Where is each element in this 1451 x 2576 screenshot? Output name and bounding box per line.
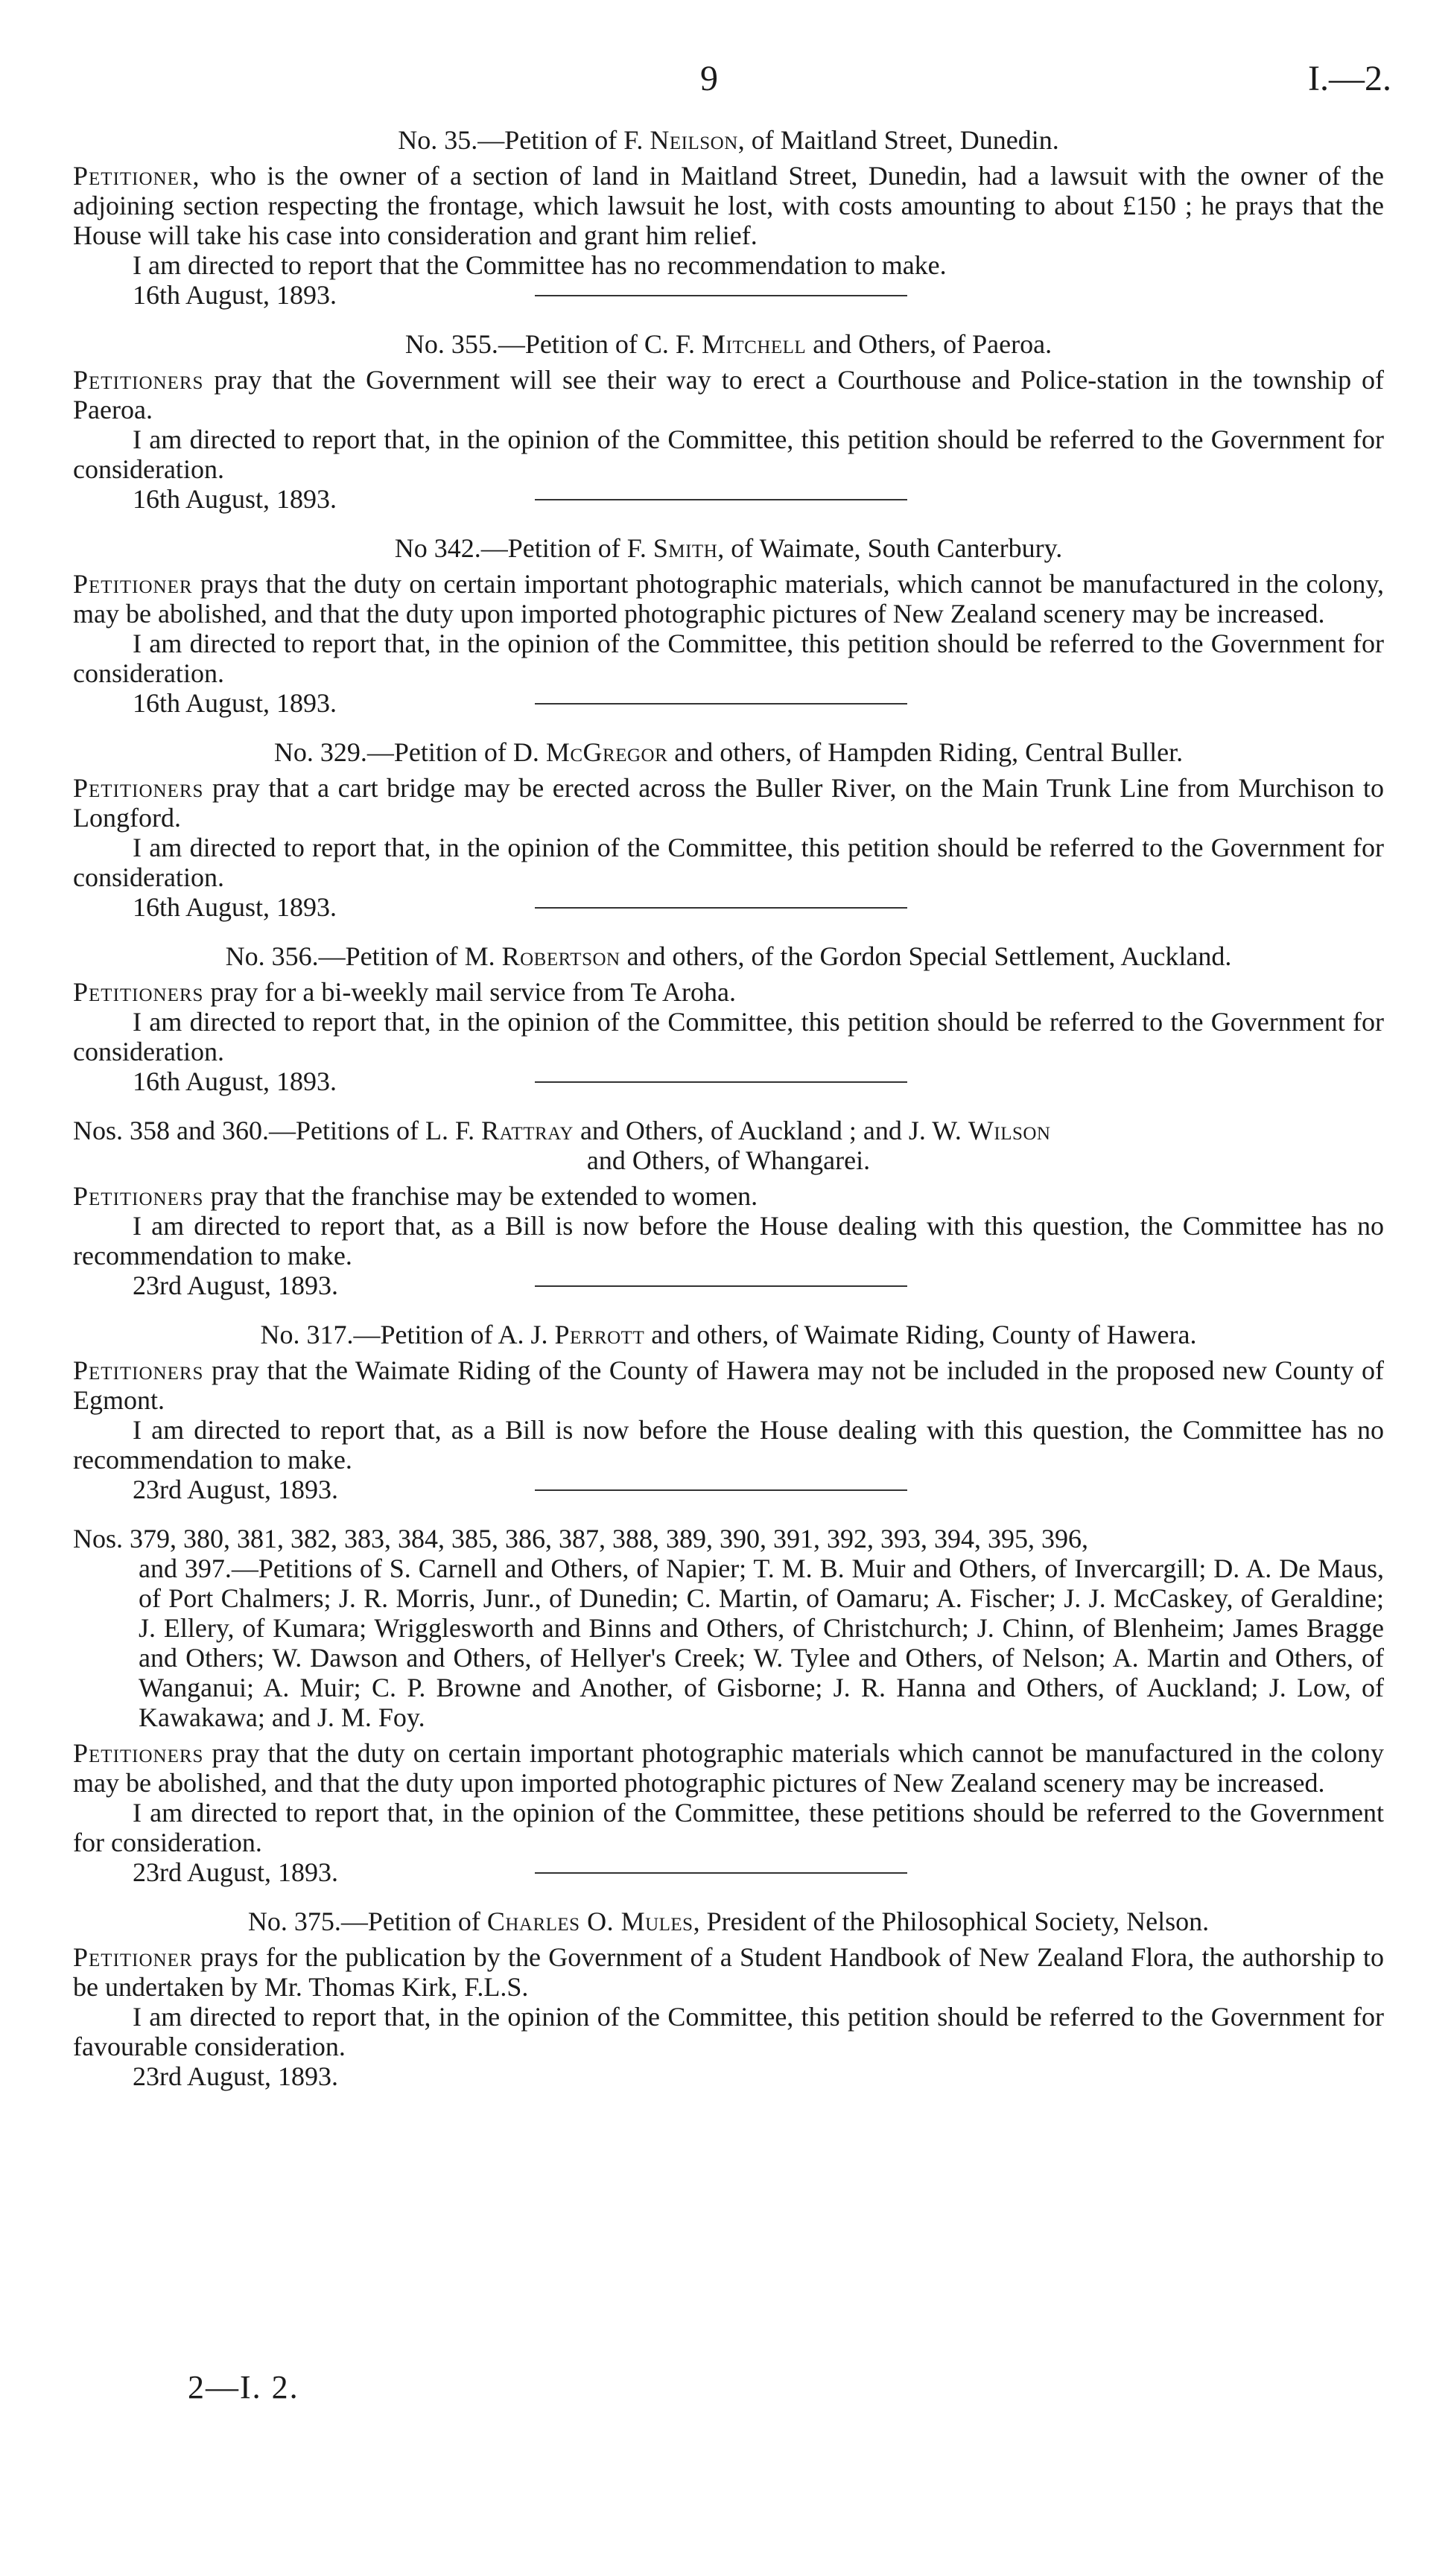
petition-title: No. 35.—Petition of F. Neilson, of Maitland Street, Dunedin. [398,125,1059,155]
petition-body: Petitioner prays that the duty on certain important photographic materials, which cannot be manufactured in the colony, may be abolished, and that the duty upon imported photographic pictures of New Zealand scenery may be increased. [73,569,1384,629]
report-date: 16th August, 1893. [133,280,337,310]
petition-title: No. 356.—Petition of M. Robertson and others, of the Gordon Special Settlement, Auckland. [225,941,1232,971]
petition-entry [73,125,1384,310]
report-date: 23rd August, 1893. [133,2061,339,2091]
petition-title: Nos. 379, 380, 381, 382, 383, 384, 385, 386, 387, 388, 389, 390, 391, 392, 393, 394, 395, 396, and 397.—Petitions of S. Carnell and Others, of Napier; T. M. B. Muir and Others, of Invercargill; D. A. De Maus, of Port Chalmers; J. R. Morris, Junr., of Dunedin; C. Martin, of Oamaru; A. Fischer; J. J. McCaskey, of Geraldine; J. Ellery, of Kumara; Wrigglesworth and Binns and Others, of Christchurch; J. Chinn, of Blenheim; James Bragge and Others; W. Dawson and Others, of Hellyer's Creek; W. Tylee and Others, of Nelson; A. Martin and Others, of Wanganui; A. Muir; C. P. Browne and Another, of Gisborne; J. R. Hanna and Others, of Auckland; J. Low, of Kawakawa; and J. M. Foy. [73,1524,1384,1732]
report-date: 23rd August, 1893. [133,1857,339,1887]
committee-report: I am directed to report that, in the opinion of the Committee, this petition should be referred to the Government for consideration. [73,629,1384,688]
report-date: 16th August, 1893. [133,688,337,718]
petition-title: No 342.—Petition of F. Smith, of Waimate, South Canterbury. [394,533,1063,563]
report-date: 23rd August, 1893. [133,1475,339,1504]
petition-body: Petitioners pray that the Waimate Riding of the County of Hawera may not be included in the proposed new County of Egmont. [73,1355,1384,1415]
petition-body: Petitioners pray that the Government will see their way to erect a Courthouse and Police-station in the township of Paeroa. [73,365,1384,424]
petition-body: Petitioners pray that a cart bridge may be erected across the Buller River, on the Main Trunk Line from Murchison to Longford. [73,773,1384,833]
committee-report: I am directed to report that, as a Bill is now before the House dealing with this question, the Committee has no recommendation to make. [73,1415,1384,1475]
petition-title: No. 355.—Petition of C. F. Mitchell and Others, of Paeroa. [404,329,1052,359]
petition-entry [73,533,1384,718]
petition-title: No. 329.—Petition of D. McGregor and others, of Hampden Riding, Central Buller. [273,737,1184,767]
petition-body: Petitioners pray that the duty on certain important photographic materials which cannot be manufactured in the colony may be abolished, and that the duty upon imported photographic pictures of New Zealand scenery may be increased. [73,1738,1384,1798]
petition-entry [73,737,1384,922]
petition-title: Nos. 358 and 360.—Petitions of L. F. Rattray and Others, of Auckland ; and J. W. Wilson and Others, of Whangarei. [73,1116,1051,1175]
committee-report: I am directed to report that, in the opinion of the Committee, this petition should be referred to the Government for favourable consideration. [73,2002,1384,2061]
committee-report: I am directed to report that, in the opinion of the Committee, this petition should be referred to the Government for consideration. [73,833,1384,892]
petition-title: No. 317.—Petition of A. J. Perrott and others, of Waimate Riding, County of Hawera. [260,1320,1197,1349]
report-date: 23rd August, 1893. [133,1270,339,1300]
petition-entry [73,1524,1384,1887]
paper-reference: I.—2. [1308,59,1391,98]
committee-report: I am directed to report that, in the opinion of the Committee, these petitions should be referred to the Government for consideration. [73,1798,1384,1857]
petition-entry [73,941,1384,1096]
petition-body: Petitioners pray that the franchise may be extended to women. [73,1181,758,1211]
page-number: 9 [700,59,718,98]
report-date: 16th August, 1893. [133,484,337,514]
petition-entry [73,1906,1384,2091]
petition-entry [73,329,1384,514]
petition-title: No. 375.—Petition of Charles O. Mules, President of the Philosophical Society, Nelson. [247,1906,1210,1936]
petition-entry [73,1116,1384,1300]
committee-report: I am directed to report that, in the opinion of the Committee, this petition should be referred to the Government for consideration. [73,424,1384,484]
petition-body: Petitioner, who is the owner of a section of land in Maitland Street, Dunedin, had a lawsuit with the owner of the adjoining section respecting the frontage, which lawsuit he lost, with costs amounting to about £150 ; he prays that the House will take his case into consideration and grant him relief. [73,161,1384,250]
petition-entry [73,1320,1384,1504]
committee-report: I am directed to report that the Committee has no recommendation to make. [133,250,947,280]
committee-report: I am directed to report that, as a Bill is now before the House dealing with this question, the Committee has no recommendation to make. [73,1211,1384,1270]
report-date: 16th August, 1893. [133,1066,337,1096]
petition-body: Petitioner prays for the publication by the Government of a Student Handbook of New Zealand Flora, the authorship to be undertaken by Mr. Thomas Kirk, F.L.S. [73,1942,1384,2002]
petition-body: Petitioners pray for a bi-weekly mail service from Te Aroha. [73,977,737,1007]
report-date: 16th August, 1893. [133,892,337,922]
committee-report: I am directed to report that, in the opinion of the Committee, this petition should be referred to the Government for consideration. [73,1007,1384,1066]
petitions-report [73,125,1384,2091]
signature-mark: 2—I. 2. [188,2369,299,2405]
